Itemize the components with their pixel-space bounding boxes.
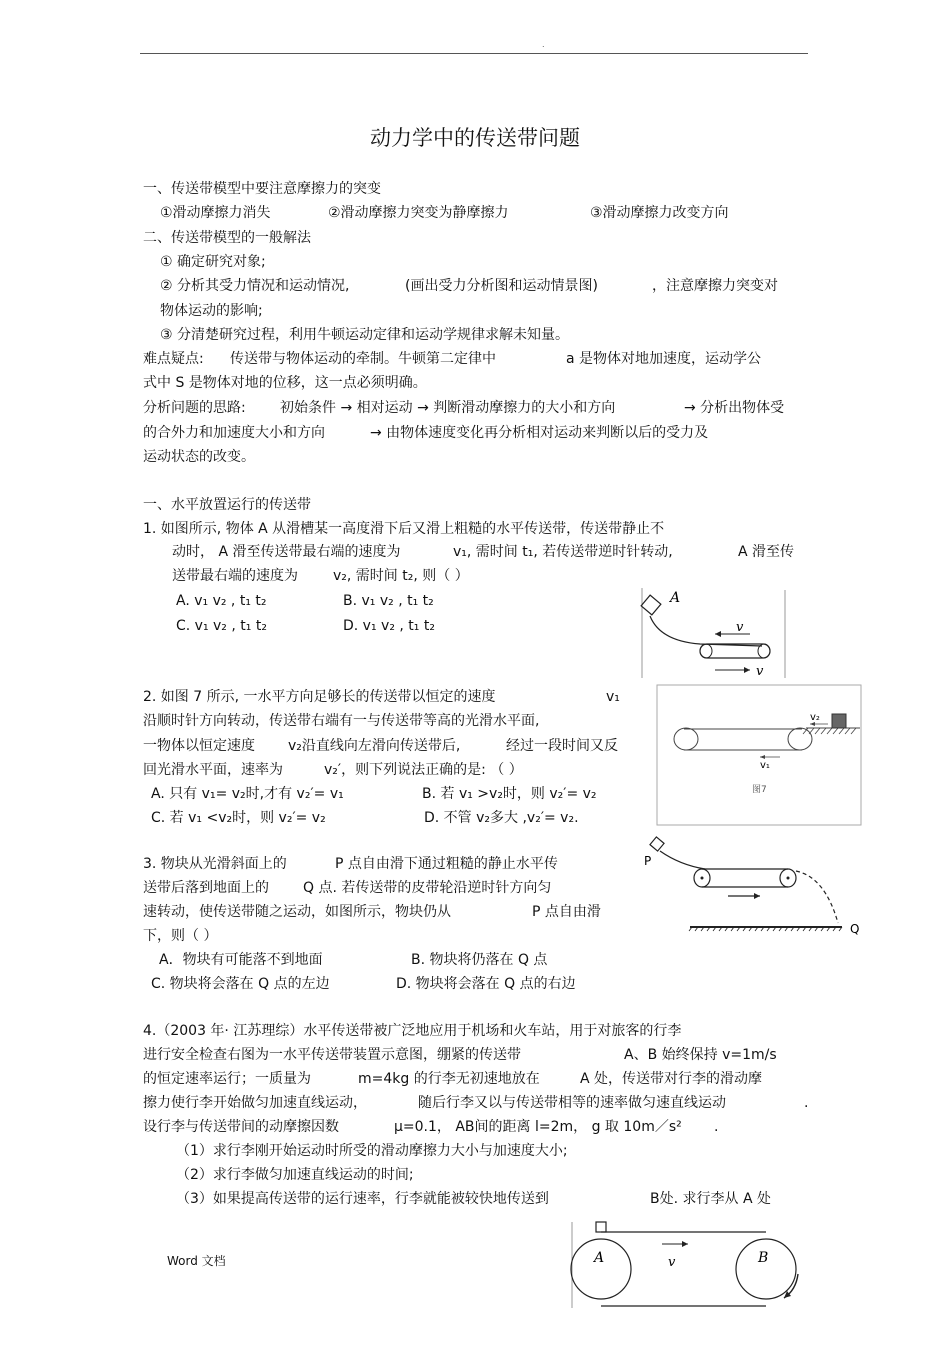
q1-option-d: D. v₁ v₂ , t₁ t₂ xyxy=(343,618,435,634)
q1-fig-label-v2: v xyxy=(756,664,764,679)
q1-line-2c: A 滑至传 xyxy=(738,544,795,560)
q3-block-icon xyxy=(650,837,664,851)
q3-option-b: B. 物块将仍落在 Q 点 xyxy=(411,952,548,968)
analysis-label: 分析问题的思路: xyxy=(143,400,246,416)
q4-fig-label-b: B xyxy=(758,1250,769,1266)
q1-option-a: A. v₁ v₂ , t₁ t₂ xyxy=(176,593,267,609)
q2-figure xyxy=(656,684,862,826)
intro-item-1: ①滑动摩擦力消失 xyxy=(160,205,271,221)
q2-line-1b: v₁ xyxy=(606,689,620,705)
q2-block-icon xyxy=(832,714,846,728)
q4-line-4b: 随后行李又以与传送带相等的速率做匀速直线运动 xyxy=(418,1095,726,1111)
q4-line-1: 4.（2003 年· 江苏理综）水平传送带被广泛地应用于机场和火车站，用于对旅客的行李 xyxy=(143,1023,682,1039)
q2-fig-label-v2: v₂ xyxy=(810,712,820,723)
q2-fig-caption: 图7 xyxy=(752,785,767,795)
q2-line-3a: 一物体以恒定速度 xyxy=(143,738,255,754)
q4-fig-label-a: A xyxy=(594,1250,605,1266)
q4-line-5a: 设行李与传送带间的动摩擦因数 xyxy=(143,1119,339,1135)
q1-line-3a: 送带最右端的速度为 xyxy=(172,568,298,584)
footer-text: Word 文档 xyxy=(167,1254,226,1268)
intro-step-1: ① 确定研究对象; xyxy=(160,254,266,270)
q4-line-3c: A 处，传送带对行李的滑动摩 xyxy=(580,1071,763,1087)
q2-line-3c: 经过一段时间又反 xyxy=(506,738,618,754)
page-title: 动力学中的传送带问题 xyxy=(370,126,580,150)
analysis-text-3: 的合外力和加速度大小和方向 xyxy=(143,425,325,441)
q1-line-2a: 动时， A 滑至传送带最右端的速度为 xyxy=(172,544,401,560)
q4-line-2a: 进行安全检查右图为一水平传送带装置示意图，绷紧的传送带 xyxy=(143,1047,521,1063)
q1-fig-label-a: A xyxy=(670,590,681,606)
q3-line-2b: Q 点. 若传送带的皮带轮沿逆时针方向匀 xyxy=(303,880,552,896)
q3-fig-label-p: P xyxy=(644,854,652,868)
q4-sub-1: （1）求行李刚开始运动时所受的滑动摩擦力大小与加速度大小; xyxy=(176,1143,568,1159)
intro-section-2: 二、传送带模型的一般解法 xyxy=(143,230,311,246)
q4-line-4a: 擦力使行李开始做匀加速直线运动， xyxy=(143,1095,367,1111)
header-rule xyxy=(140,53,808,54)
difficulty-text-1: 传送带与物体运动的牵制。牛顿第二定律中 xyxy=(230,351,496,367)
analysis-text-4: → 由物体速度变化再分析相对运动来判断以后的受力及 xyxy=(370,425,709,441)
q3-line-1b: P 点自由滑下通过粗糙的静止水平传 xyxy=(335,856,558,872)
q3-option-a: A．物块有可能落不到地面 xyxy=(159,952,323,968)
q1-fig-label-v1: v xyxy=(736,620,744,635)
q2-line-4a: 回光滑水平面，速率为 xyxy=(143,762,283,778)
q1-option-b: B. v₁ v₂ , t₁ t₂ xyxy=(343,593,434,609)
q4-line-2b: A、B 始终保持 v=1m/s xyxy=(624,1047,777,1063)
q2-line-2: 沿顺时针方向转动，传送带右端有一与传送带等高的光滑水平面, xyxy=(143,713,540,729)
q1-line-3b: v₂, 需时间 t₂, 则（ ） xyxy=(333,568,469,584)
q4-fig-label-v: v xyxy=(668,1255,676,1270)
q2-option-a: A. 只有 v₁= v₂时,才有 v₂′= v₁ xyxy=(151,786,344,802)
q2-line-1a: 2. 如图 7 所示, 一水平方向足够长的传送带以恒定的速度 xyxy=(143,689,496,705)
intro-step-2d: 物体运动的影响; xyxy=(160,303,263,319)
q4-sub-3b: B处. 求行李从 A 处 xyxy=(650,1191,771,1207)
q3-line-3a: 速转动，使传送带随之运动，如图所示，物块仍从 xyxy=(143,904,451,920)
q4-line-5c: . xyxy=(714,1119,719,1135)
q3-line-1a: 3. 物块从光滑斜面上的 xyxy=(143,856,287,872)
q4-line-3b: m=4kg 的行李无初速地放在 xyxy=(358,1071,540,1087)
q3-line-3b: P 点自由滑 xyxy=(532,904,601,920)
q3-option-d: D. 物块将会落在 Q 点的右边 xyxy=(396,976,576,992)
q1-figure xyxy=(640,586,790,680)
q2-option-c: C. 若 v₁ <v₂时，则 v₂′= v₂ xyxy=(151,810,326,826)
q2-line-4b: v₂′，则下列说法正确的是: （ ） xyxy=(324,762,523,778)
section-horizontal-belt: 一、水平放置运行的传送带 xyxy=(143,497,311,513)
q3-fig-label-q: Q xyxy=(850,922,860,936)
q2-option-b: B. 若 v₁ >v₂时，则 v₂′= v₂ xyxy=(422,786,597,802)
q1-line-2b: v₁, 需时间 t₁, 若传送带逆时针转动, xyxy=(453,544,673,560)
q4-figure xyxy=(570,1218,810,1312)
intro-step-2c: ，注意摩擦力突变对 xyxy=(652,278,778,294)
q3-line-2a: 送带后落到地面上的 xyxy=(143,880,269,896)
q1-block-icon xyxy=(641,595,661,615)
difficulty-label: 难点疑点: xyxy=(143,351,204,367)
intro-step-2b: (画出受力分析图和运动情景图) xyxy=(405,278,598,294)
q4-line-5b: μ=0.1， AB间的距离 l=2m， g 取 10m／s² xyxy=(394,1119,682,1135)
difficulty-text-2: a 是物体对地加速度，运动学公 xyxy=(566,351,762,367)
q3-line-4: 下，则（ ） xyxy=(143,928,218,944)
q2-option-d: D. 不管 v₂多大 ,v₂′= v₂. xyxy=(424,810,579,826)
q1-option-c: C. v₁ v₂ , t₁ t₂ xyxy=(176,618,267,634)
q2-line-3b: v₂沿直线向左滑向传送带后, xyxy=(288,738,461,754)
q4-sub-3a: （3）如果提高传送带的运行速率，行李就能被较快地传送到 xyxy=(176,1191,549,1207)
intro-item-2: ②滑动摩擦力突变为静摩擦力 xyxy=(328,205,509,221)
q3-option-c: C. 物块将会落在 Q 点的左边 xyxy=(151,976,330,992)
intro-step-3: ③ 分清楚研究过程，利用牛顿运动定律和运动学规律求解未知量。 xyxy=(160,327,569,343)
intro-section-1: 一、传送带模型中要注意摩擦力的突变 xyxy=(143,181,381,197)
q1-line-1: 1. 如图所示, 物体 A 从滑槽某一高度滑下后又滑上粗糙的水平传送带，传送带静止不 xyxy=(143,521,665,537)
q4-luggage-icon xyxy=(596,1222,606,1232)
q4-sub-2: （2）求行李做匀加速直线运动的时间; xyxy=(176,1167,414,1183)
q4-line-3a: 的恒定速率运行；一质量为 xyxy=(143,1071,311,1087)
intro-item-3: ③滑动摩擦力改变方向 xyxy=(590,205,729,221)
q3-figure xyxy=(640,835,870,941)
intro-step-2a: ② 分析其受力情况和运动情况, xyxy=(160,278,350,294)
analysis-text-5: 运动状态的改变。 xyxy=(143,449,255,465)
header-dot: . xyxy=(542,40,545,49)
analysis-text-2: → 分析出物体受 xyxy=(684,400,785,416)
q4-line-4c: . xyxy=(804,1095,809,1111)
q2-fig-label-v1: v₁ xyxy=(760,760,770,771)
difficulty-text-3: 式中 S 是物体对地的位移，这一点必须明确。 xyxy=(143,375,427,391)
analysis-text-1: 初始条件 → 相对运动 → 判断滑动摩擦力的大小和方向 xyxy=(280,400,616,416)
